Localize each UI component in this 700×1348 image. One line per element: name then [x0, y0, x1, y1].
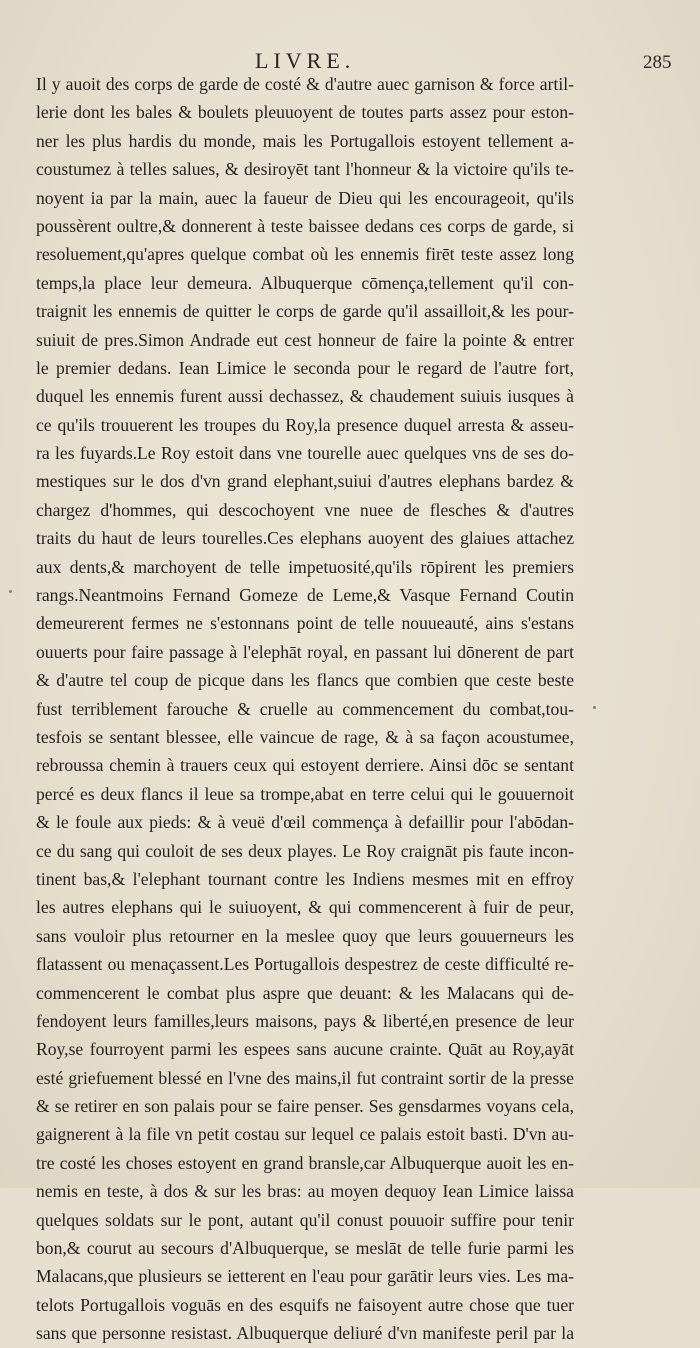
text-line: mestiques sur le dos d'vn grand elephant,suiui d'autres elephans bardez &: [36, 471, 574, 492]
text-line: Il y auoit des corps de garde de costé & d'autre auec garnison & force artil-: [36, 74, 574, 94]
margin-spot: [593, 706, 596, 709]
text-line: lerie dont les bales & boulets pleuuoyent de toutes parts assez pour eston-: [36, 102, 574, 123]
text-line: telots Portugallois voguās en des esquifs ne faisoyent autre chose que tuer: [36, 1294, 574, 1315]
text-line: poussèrent oultre,& donnerent à teste baissee dedans ces corps de garde, si: [36, 215, 574, 236]
text-line: commencerent le combat plus aspre que deuant: & les Malacans qui de-: [36, 982, 574, 1003]
text-line: temps,la place leur demeura. Albuquerque cōmença,tellement qu'il con-: [36, 272, 574, 293]
text-line: traits du haut de leurs tourelles.Ces elephans auoyent des glaiues attachez: [36, 528, 574, 549]
text-line: flatassent ou menaçassent.Les Portugallois despestrez de ceste difficulté re-: [36, 954, 574, 975]
text-line: traignit les ennemis de quitter le corps de garde qu'il assailloit,& les pour-: [36, 301, 574, 322]
text-line: rangs.Neantmoins Fernand Gomeze de Leme,& Vasque Fernand Coutin: [36, 585, 574, 606]
text-line: nemis en teste, à dos & sur les bras: au moyen dequoy Iean Limice laissa: [36, 1181, 574, 1202]
text-line: les autres elephans qui le suiuoyent, & qui commencerent à fuir de peur,: [36, 897, 574, 918]
text-line: quelques soldats sur le pont, autant qu'il conust pouuoir suffire pour tenir: [36, 1209, 574, 1230]
margin-spot: [9, 590, 12, 593]
text-line: coustumez à telles salues, & desiroyēt tant l'honneur & la victoire qu'ils te-: [36, 159, 574, 180]
text-line: demeurerent fermes ne s'estonnans point de telle nouueauté, ains s'estans: [36, 613, 574, 634]
text-line: ner les plus hardis du monde, mais les Portugallois estoyent tellement a-: [36, 130, 574, 151]
text-line: percé es deux flancs il leue sa trompe,abat en terre celui qui le gouuernoit: [36, 783, 574, 804]
text-line: suiuit de pres.Simon Andrade eut cest honneur de faire la pointe & entrer: [36, 329, 574, 350]
text-line: sans vouloir plus retourner en la meslee quoy que leurs gouuerneurs les: [36, 925, 574, 946]
body-text: [36, 70, 574, 1348]
text-line: resoluement,qu'apres quelque combat où les ennemis firēt teste assez long: [36, 244, 574, 265]
text-line: tesfois se sentant blessee, elle vaincue de rage, & à sa façon acoustumee,: [36, 726, 574, 747]
text-line: bon,& courut au secours d'Albuquerque, se meslāt de telle furie parmi les: [36, 1238, 574, 1259]
text-line: gaignerent à la file vn petit costau sur lequel ce palais estoit basti. D'vn au-: [36, 1124, 574, 1145]
text-line: fendoyent leurs familles,leurs maisons, pays & liberté,en presence de leur: [36, 1010, 574, 1031]
text-line: ra les fuyards.Le Roy estoit dans vne tourelle auec quelques vns de ses do-: [36, 443, 574, 464]
text-line: fust terriblement farouche & cruelle au commencement du combat,tou-: [36, 698, 574, 719]
text-line: ce qu'ils trouuerent les troupes du Roy,la presence duquel arresta & asseu-: [36, 414, 574, 435]
text-line: ce du sang qui couloit de ses deux playes. Le Roy craignāt pis faute incon-: [36, 840, 574, 861]
text-line: duquel les ennemis furent aussi dechassez, & chaudement suiuis iusques à: [36, 386, 574, 407]
text-line: chargez d'hommes, qui descochoyent vne nuee de flesches & d'autres: [36, 499, 574, 520]
text-line: tre costé les choses estoyent en grand bransle,car Albuquerque auoit les en-: [36, 1152, 574, 1173]
text-line: & le foule aux pieds: & à veuë d'œil commença à defaillir pour l'abōdan-: [36, 812, 574, 833]
page-number: 285: [643, 52, 672, 73]
text-line: aux dents,& marchoyent de telle impetuosité,qu'ils rōpirent les premiers: [36, 556, 574, 577]
text-line: esté griefuement blessé en l'vne des mains,il fut contraint sortir de la presse: [36, 1067, 574, 1088]
text-line: rebroussa chemin à trauers ceux qui estoyent derriere. Ainsi dōc se sentant: [36, 755, 574, 776]
text-line: & d'autre tel coup de picque dans les flancs que combien que ceste beste: [36, 670, 574, 691]
text-line: noyent ia par la main, auec la faueur de Dieu qui les encourageoit, qu'ils: [36, 187, 574, 208]
text-line: sans que personne resistast. Albuquerque deliuré d'vn manifeste peril par la: [36, 1323, 574, 1344]
text-line: ouuerts pour faire passage à l'elephāt royal, en passant lui dōnerent de part: [36, 641, 574, 662]
running-title: LIVRE.: [255, 48, 356, 73]
text-line: Malacans,que plusieurs se ietterent en l'eau pour garātir leurs vies. Les ma-: [36, 1266, 574, 1287]
text-line: & se retirer en son palais pour se faire penser. Ses gensdarmes voyans cela,: [36, 1096, 574, 1117]
text-line: tinent bas,& l'elephant tournant contre les Indiens mesmes mit en effroy: [36, 868, 574, 889]
text-line: le premier dedans. Iean Limice le seconda pour le regard de l'autre fort,: [36, 357, 574, 378]
text-line: Roy,se fourroyent parmi les espees sans aucune crainte. Quāt au Roy,ayāt: [36, 1039, 574, 1060]
